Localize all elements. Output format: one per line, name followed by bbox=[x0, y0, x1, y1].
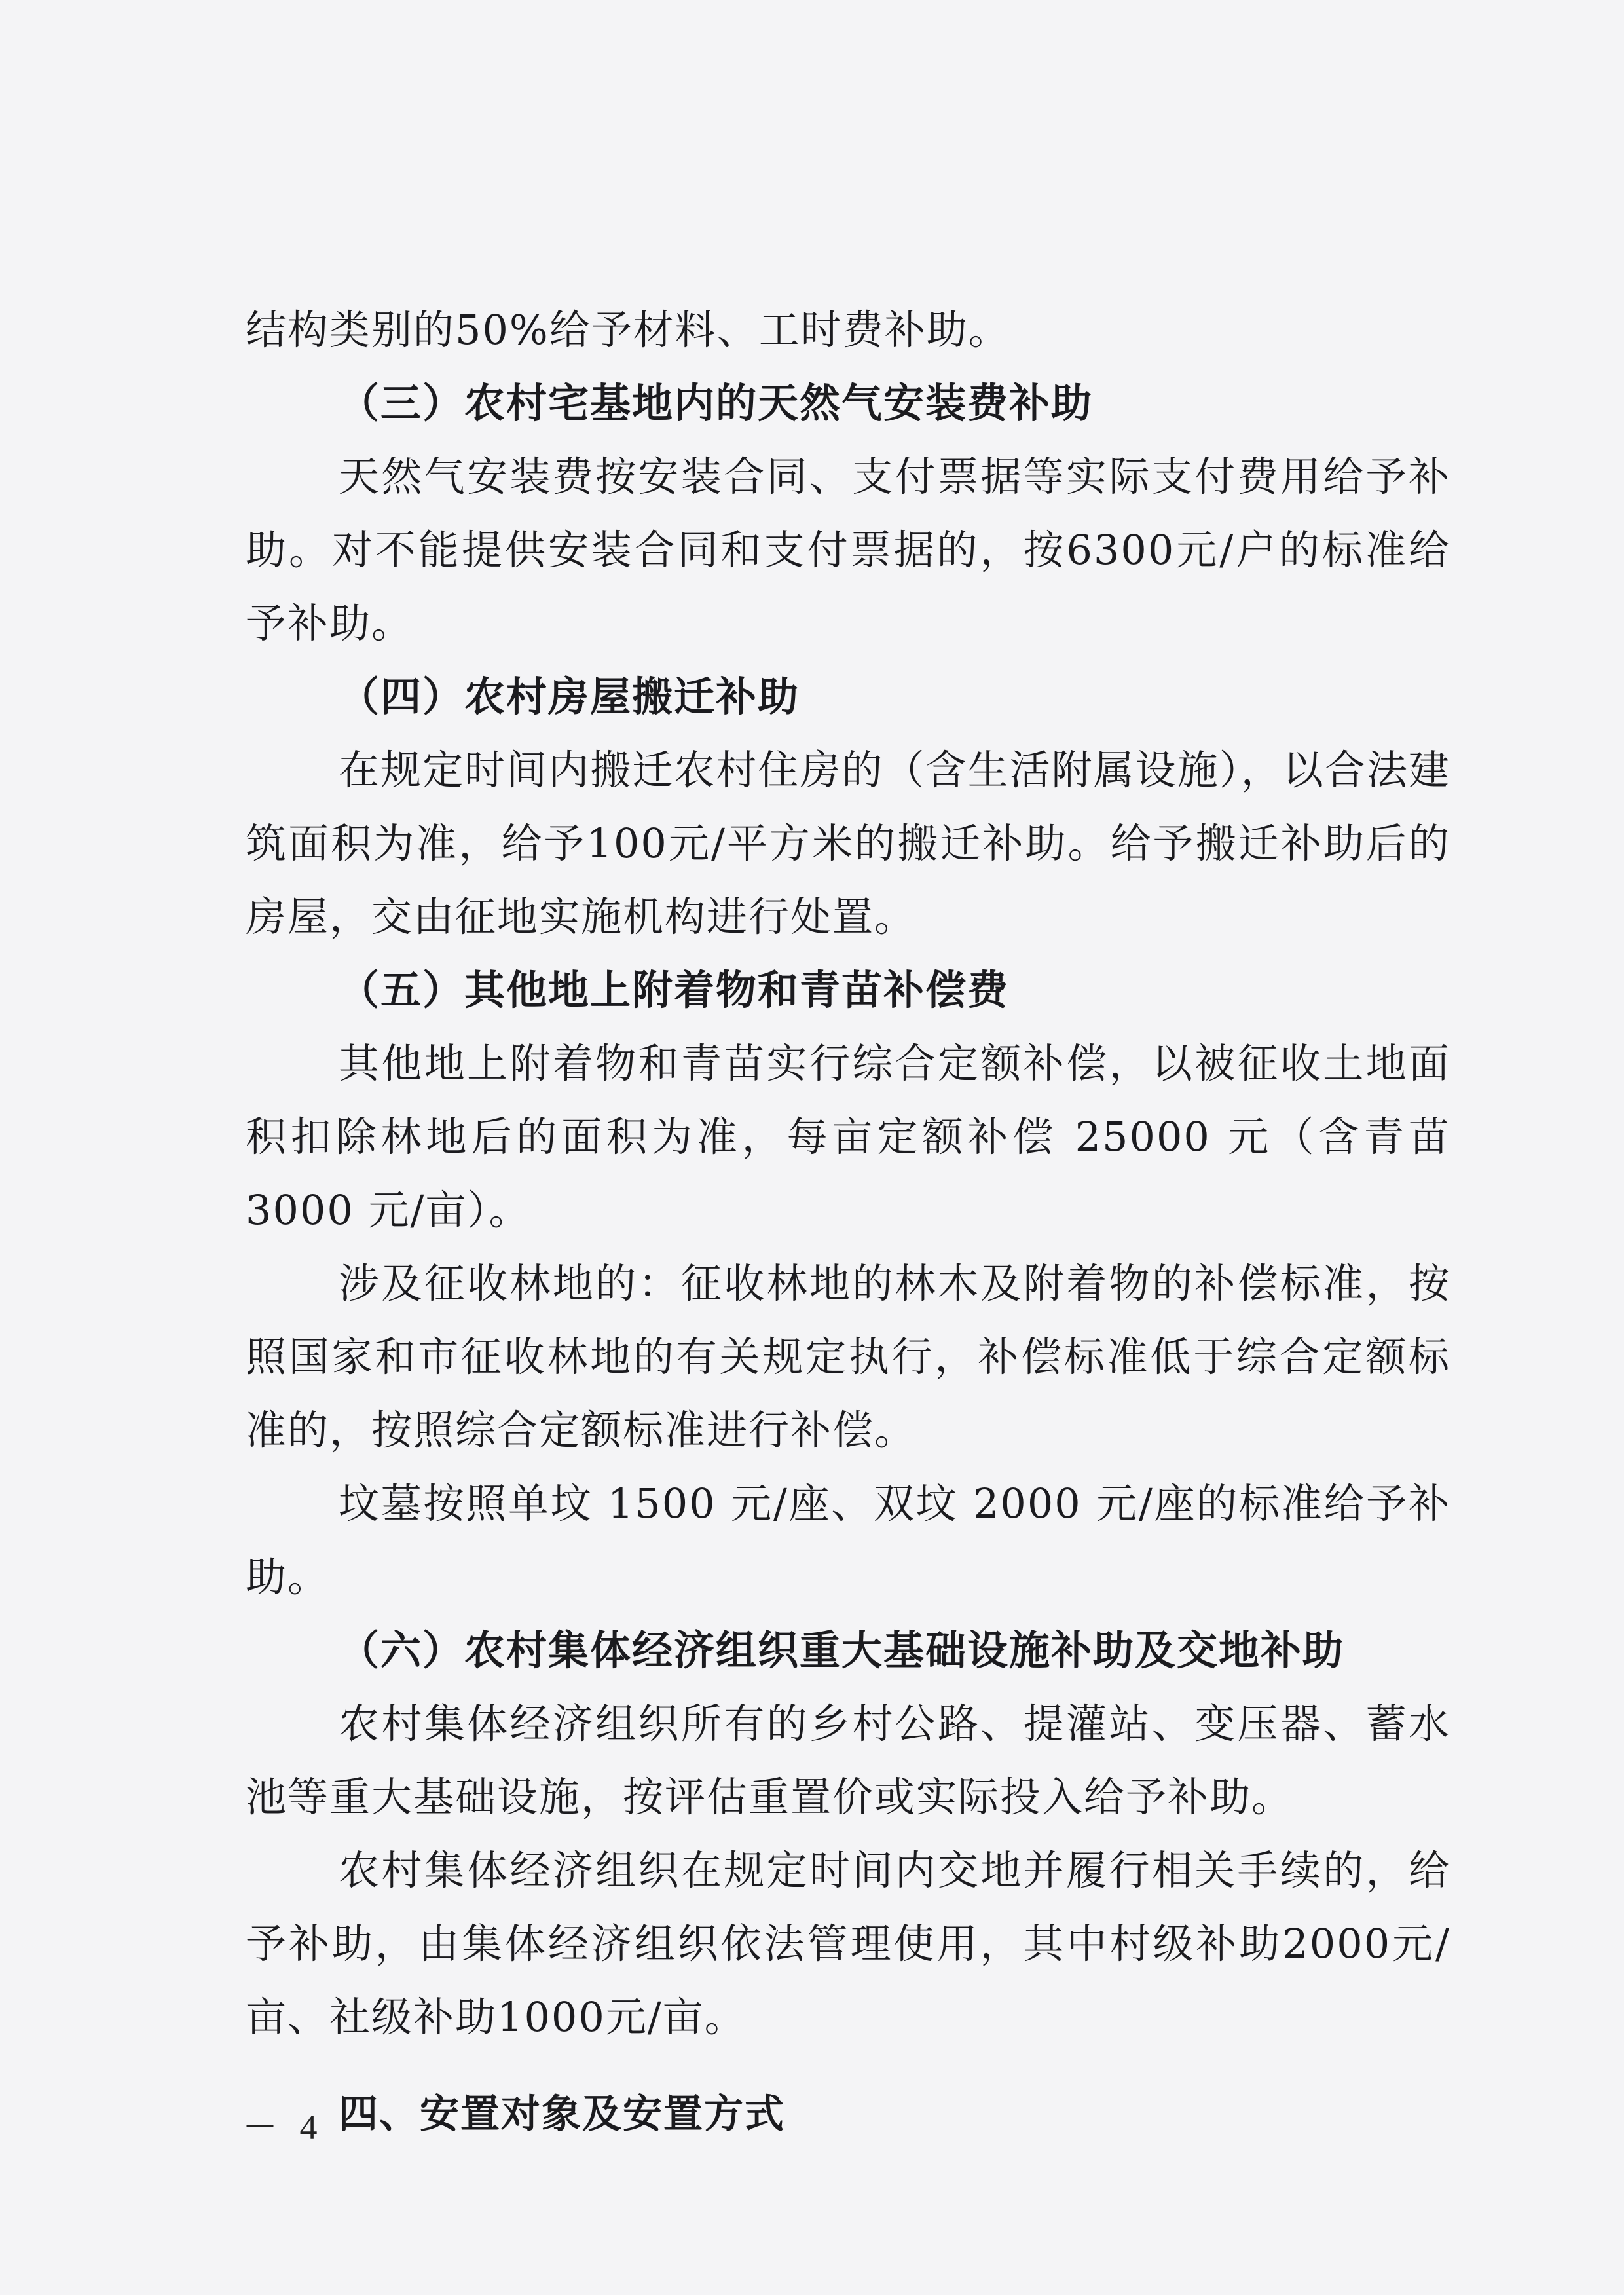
subsection-heading: （四）农村房屋搬迁补助 bbox=[339, 673, 800, 720]
section-heading: 四、安置对象及安置方式 bbox=[339, 2091, 785, 2137]
paragraph: 结构类别的50%给予材料、工时费补助。 bbox=[246, 306, 1010, 354]
page-number: － 4 － bbox=[242, 2108, 381, 2147]
paragraph: 农村集体经济组织在规定时间内交地并履行相关手续的，给予补助，由集体经济组织依法管理使用，其中村级补助2000元/亩、社级补助1000元/亩。 bbox=[246, 1846, 1450, 2041]
paragraph: 在规定时间内搬迁农村住房的（含生活附属设施），以合法建筑面积为准，给予100元/平方米的搬迁补助。给予搬迁补助后的房屋，交由征地实施机构进行处置。 bbox=[246, 746, 1450, 941]
paragraph: 农村集体经济组织所有的乡村公路、提灌站、变压器、蓄水池等重大基础设施，按评估重置价或实际投入给予补助。 bbox=[246, 1700, 1450, 1821]
subsection-heading: （五）其他地上附着物和青苗补偿费 bbox=[339, 966, 1010, 1014]
paragraph: 坟墓按照单坟 1500 元/座、双坟 2000 元/座的标准给予补助。 bbox=[246, 1480, 1450, 1601]
paragraph: 其他地上附着物和青苗实行综合定额补偿，以被征收土地面积扣除林地后的面积为准，每亩定额补偿 25000 元（含青苗3000 元/亩）。 bbox=[246, 1039, 1450, 1234]
subsection-heading: （六）农村集体经济组织重大基础设施补助及交地补助 bbox=[339, 1626, 1345, 1674]
paragraph: 天然气安装费按安装合同、支付票据等实际支付费用给予补助。对不能提供安装合同和支付票据的，按6300元/户的标准给予补助。 bbox=[246, 453, 1450, 647]
paragraph: 涉及征收林地的：征收林地的林木及附着物的补偿标准，按照国家和市征收林地的有关规定执行，补偿标准低于综合定额标准的，按照综合定额标准进行补偿。 bbox=[246, 1259, 1450, 1454]
subsection-heading: （三）农村宅基地内的天然气安装费补助 bbox=[339, 379, 1094, 427]
document-body bbox=[246, 293, 1450, 2151]
